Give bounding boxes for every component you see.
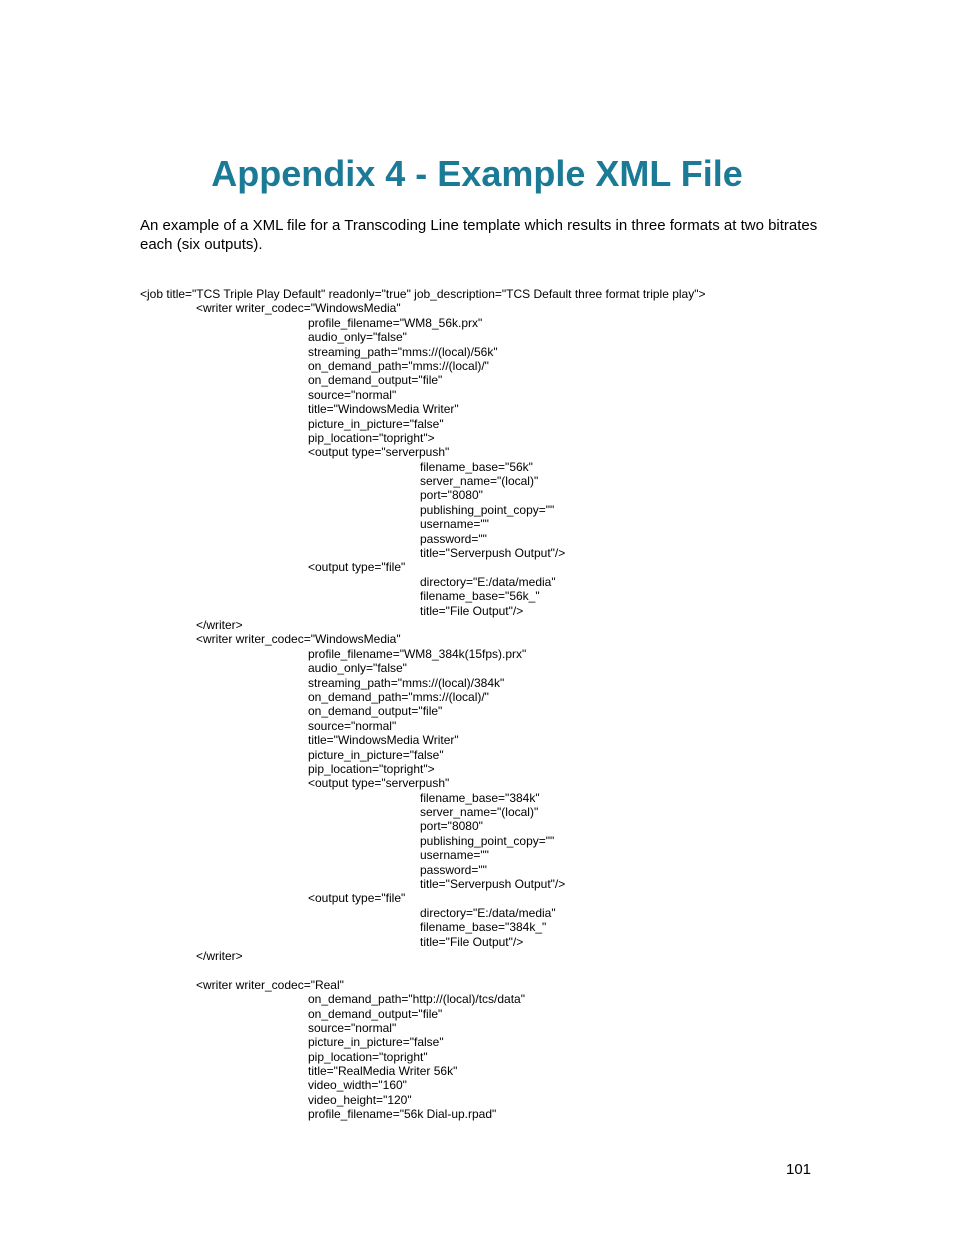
code-line: title="WindowsMedia Writer" bbox=[308, 733, 459, 748]
code-line: on_demand_output="file" bbox=[308, 373, 443, 388]
code-line: on_demand_path="mms://(local)/" bbox=[308, 689, 489, 704]
code-line: title="Serverpush Output"/> bbox=[420, 877, 566, 892]
code-line: server_name="(local)" bbox=[420, 805, 539, 820]
code-line: title="Serverpush Output"/> bbox=[420, 546, 566, 561]
code-line: source="normal" bbox=[308, 387, 397, 402]
code-line: title="File Output"/> bbox=[420, 934, 524, 949]
code-line: port="8080" bbox=[420, 819, 483, 834]
code-line: <writer writer_codec="WindowsMedia" bbox=[196, 301, 401, 316]
code-line: publishing_point_copy="" bbox=[420, 502, 555, 517]
code-line: profile_filename="WM8_56k.prx" bbox=[308, 315, 483, 330]
code-line: <output type="serverpush" bbox=[308, 445, 450, 460]
code-line: <job title="TCS Triple Play Default" readonly="true" job_description="TCS Default three format triple play"> bbox=[140, 287, 706, 301]
code-line: pip_location="topright"> bbox=[308, 430, 435, 445]
code-line: audio_only="false" bbox=[308, 330, 407, 345]
code-line: username="" bbox=[420, 517, 489, 532]
code-line: <output type="file" bbox=[308, 560, 406, 575]
code-line: </writer> bbox=[196, 948, 243, 963]
code-line: picture_in_picture="false" bbox=[308, 747, 444, 762]
code-line: picture_in_picture="false" bbox=[308, 416, 444, 431]
code-line: publishing_point_copy="" bbox=[420, 833, 555, 848]
code-line: directory="E:/data/media" bbox=[420, 905, 556, 920]
code-line bbox=[0, 963, 954, 977]
code-line: video_height="120" bbox=[308, 1092, 412, 1107]
code-line: server_name="(local)" bbox=[420, 474, 539, 489]
code-line: pip_location="topright" bbox=[308, 1049, 428, 1064]
code-line: on_demand_output="file" bbox=[308, 704, 443, 719]
code-line: <writer writer_codec="Real" bbox=[196, 977, 344, 992]
code-line: username="" bbox=[420, 848, 489, 863]
code-line: source="normal" bbox=[308, 1020, 397, 1035]
code-line: on_demand_path="http://(local)/tcs/data" bbox=[308, 992, 525, 1007]
code-line: picture_in_picture="false" bbox=[308, 1035, 444, 1050]
code-line: password="" bbox=[420, 862, 487, 877]
page-number: 101 bbox=[786, 1161, 812, 1178]
code-line: profile_filename="56k Dial-up.rpad" bbox=[308, 1107, 497, 1122]
code-line: on_demand_path="mms://(local)/" bbox=[308, 358, 489, 373]
code-line: source="normal" bbox=[308, 718, 397, 733]
code-line: directory="E:/data/media" bbox=[420, 574, 556, 589]
code-line: video_width="160" bbox=[308, 1078, 407, 1093]
code-line: filename_base="384k" bbox=[420, 790, 540, 805]
page-title: Appendix 4 - Example XML File bbox=[211, 153, 743, 194]
code-line: title="WindowsMedia Writer" bbox=[308, 402, 459, 417]
code-line: streaming_path="mms://(local)/56k" bbox=[308, 344, 498, 359]
code-line: title="File Output"/> bbox=[420, 603, 524, 618]
code-line: streaming_path="mms://(local)/384k" bbox=[308, 675, 505, 690]
code-line: filename_base="384k_" bbox=[420, 920, 547, 935]
code-line: filename_base="56k_" bbox=[420, 589, 540, 604]
code-line: password="" bbox=[420, 531, 487, 546]
code-line: <output type="file" bbox=[308, 891, 406, 906]
code-line: title="RealMedia Writer 56k" bbox=[308, 1064, 458, 1079]
intro-paragraph: An example of a XML file for a Transcoding Line template which results in three formats at two bitrates each (six outputs). bbox=[140, 217, 818, 253]
code-line: profile_filename="WM8_384k(15fps).prx" bbox=[308, 646, 527, 661]
code-line: port="8080" bbox=[420, 488, 483, 503]
code-line: audio_only="false" bbox=[308, 661, 407, 676]
code-line: <writer writer_codec="WindowsMedia" bbox=[196, 632, 401, 647]
code-line: <output type="serverpush" bbox=[308, 776, 450, 791]
code-line: filename_base="56k" bbox=[420, 459, 533, 474]
code-line: on_demand_output="file" bbox=[308, 1006, 443, 1021]
code-line: pip_location="topright"> bbox=[308, 761, 435, 776]
code-line: </writer> bbox=[196, 617, 243, 632]
xml-code-block bbox=[0, 287, 954, 1122]
